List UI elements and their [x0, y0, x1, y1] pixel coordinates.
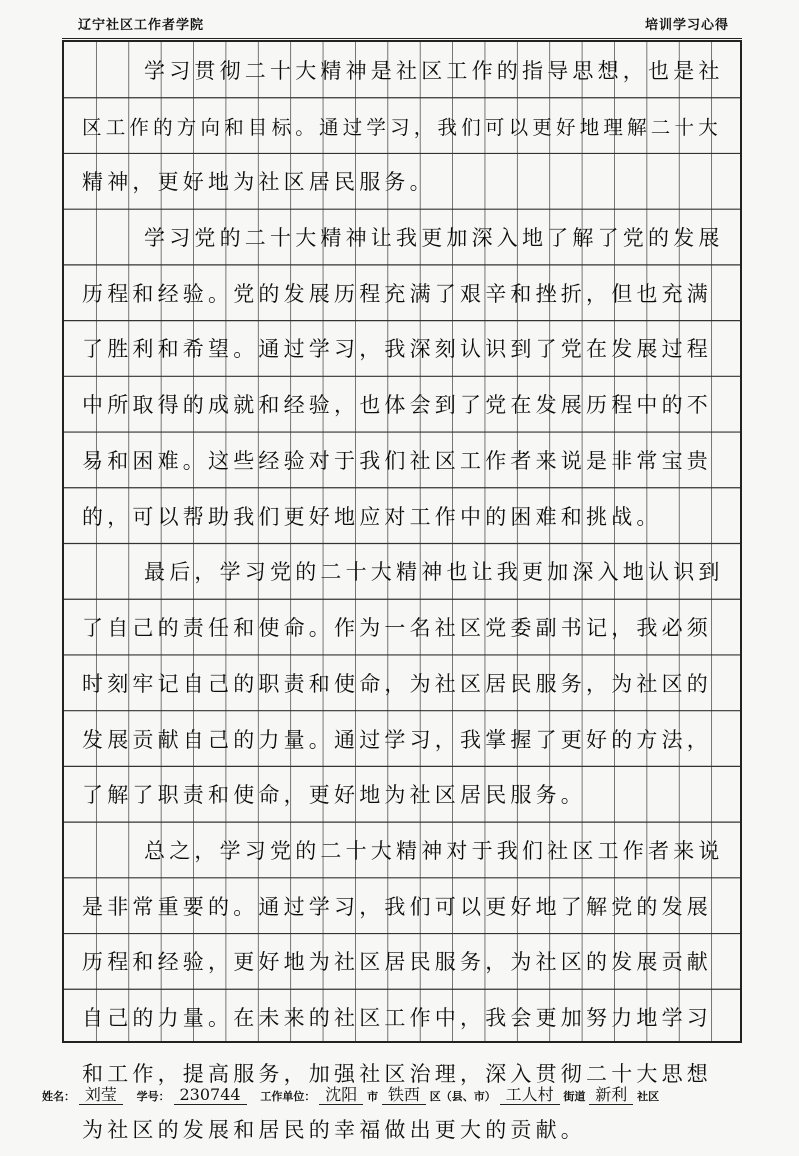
essay-line-text: 精神，更好地为社区居民服务。 — [82, 170, 435, 195]
essay-line-text: 历程和经验。党的发展历程充满了艰辛和挫折，但也充满 — [82, 281, 712, 306]
essay-line — [82, 1101, 732, 1156]
essay-line-text: 是非常重要的。通过学习，我们可以更好地了解党的发展 — [82, 894, 712, 919]
essay-line — [82, 766, 732, 822]
essay-line — [82, 432, 732, 488]
essay-line-text: 总之，学习党的二十大精神对于我们社区工作者来说 — [144, 838, 724, 863]
district-field: 铁西 — [382, 1085, 426, 1105]
essay-line-text: 了胜利和希望。通过学习，我深刻认识到了党在发展过程 — [82, 337, 712, 362]
essay-line — [82, 878, 732, 934]
essay-line-text: 了解了职责和使命，更好地为社区居民服务。 — [82, 783, 586, 808]
essay-line-text: 自己的力量。在未来的社区工作中，我会更加努力地学习 — [82, 1006, 712, 1031]
footer-info — [42, 1082, 762, 1105]
essay-line — [82, 153, 732, 209]
header-left-title: 辽宁社区工作者学院 — [78, 18, 205, 33]
city-field: 沈阳 — [319, 1085, 363, 1105]
essay-line-text: 的，可以帮助我们更好地应对工作中的困难和挑战。 — [82, 504, 662, 529]
community-suffix: 社区 — [637, 1090, 660, 1103]
street-field: 工人村 — [500, 1085, 560, 1105]
essay-line — [82, 822, 732, 878]
essay-line-text: 区工作的方向和目标。通过学习，我们可以更好地理解二十大 — [82, 115, 722, 139]
essay-line — [82, 376, 732, 432]
district-suffix: 区（县、市） — [429, 1090, 496, 1103]
essay-line-text: 最后，学习党的二十大精神也让我更加深入地认识到 — [144, 560, 724, 585]
name-field: 刘莹 — [79, 1085, 123, 1105]
work-unit-label: 工作单位： — [260, 1090, 316, 1103]
essay-line — [82, 209, 732, 265]
city-suffix: 市 — [367, 1090, 379, 1103]
student-id-field: 230744 — [174, 1085, 247, 1105]
community-field: 新利 — [589, 1085, 633, 1105]
essay-line — [82, 989, 732, 1045]
header-rule — [62, 38, 742, 39]
essay-line-text: 发展贡献自己的力量。通过学习，我掌握了更好的方法， — [82, 727, 712, 752]
essay-line-text: 学习党的二十大精神让我更加深入地了解了党的发展 — [144, 226, 724, 251]
street-suffix: 街道 — [563, 1090, 586, 1103]
essay-line-text: 为社区的发展和居民的幸福做出更大的贡献。 — [82, 1117, 586, 1142]
essay-line-text: 学习贯彻二十大精神是社区工作的指导思想，也是社 — [144, 58, 724, 83]
essay-line-text: 和工作，提高服务，加强社区治理，深入贯彻二十大思想 — [82, 1061, 712, 1086]
essay-line — [82, 488, 732, 544]
name-label: 姓名： — [42, 1090, 75, 1103]
essay-line — [82, 599, 732, 655]
essay-line-text: 了自己的责任和使命。作为一名社区党委副书记，我必须 — [82, 616, 712, 641]
essay-line — [82, 98, 732, 154]
essay-line-text: 时刻牢记自己的职责和使命，为社区居民服务，为社区的 — [82, 671, 712, 696]
header-right-title: 培训学习心得 — [644, 18, 729, 33]
essay-line-text: 中所取得的成就和经验，也体会到了党在发展历程中的不 — [82, 393, 712, 418]
essay-line — [82, 321, 732, 377]
essay-line — [82, 711, 732, 767]
essay-line — [82, 934, 732, 990]
essay-line — [82, 655, 732, 711]
student-id-label: 学号： — [136, 1090, 170, 1103]
essay-line-text: 历程和经验，更好地为社区居民服务，为社区的发展贡献 — [82, 950, 712, 975]
essay-line — [82, 544, 732, 600]
essay-line-text: 易和困难。这些经验对于我们社区工作者来说是非常宝贵 — [82, 448, 712, 473]
essay-line — [82, 42, 732, 98]
essay-line — [82, 265, 732, 321]
